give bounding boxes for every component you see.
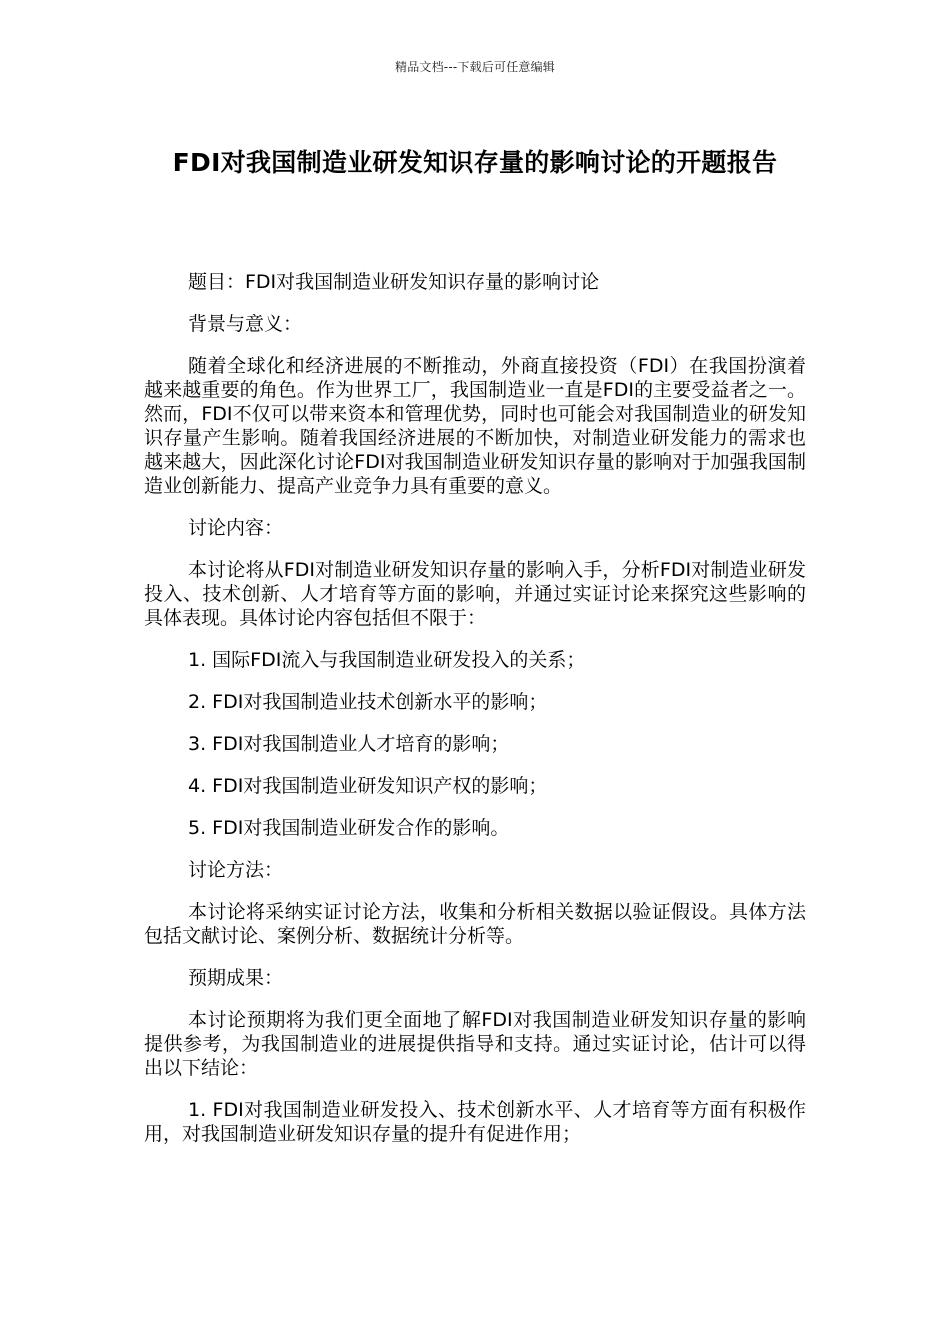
content-list-item: 5. FDI对我国制造业研发合作的影响。 (188, 817, 510, 839)
topic-paragraph: 题目：FDI对我国制造业研发知识存量的影响讨论 (188, 271, 600, 293)
document-body (144, 270, 806, 1164)
content-paragraph: 本讨论将从FDI对制造业研发知识存量的影响入手，分析FDI对制造业研发投入、技术创新、人才培育等方面的影响，并通过实证讨论来探究这些影响的具体表现。具体讨论内容包括但不限于： (144, 559, 806, 629)
method-paragraph: 本讨论将采纳实证讨论方法，收集和分析相关数据以验证假设。具体方法包括文献讨论、案例分析、数据统计分析等。 (144, 901, 806, 947)
outcome-heading: 预期成果： (188, 967, 284, 989)
outcome-paragraph: 本讨论预期将为我们更全面地了解FDI对我国制造业研发知识存量的影响提供参考，为我国制造业的进展提供指导和支持。通过实证讨论，估计可以得出以下结论： (144, 1009, 806, 1079)
content-list-item: 4. FDI对我国制造业研发知识产权的影响； (188, 775, 548, 797)
background-heading: 背景与意义： (188, 313, 303, 335)
content-heading: 讨论内容： (188, 517, 284, 539)
method-heading: 讨论方法： (188, 859, 284, 881)
content-list-item: 1. 国际FDI流入与我国制造业研发投入的关系； (188, 649, 586, 671)
content-list-item: 3. FDI对我国制造业人才培育的影响； (188, 733, 510, 755)
outcome-list-item: 1. FDI对我国制造业研发投入、技术创新水平、人才培育等方面有积极作用，对我国制造业研发知识存量的提升有促进作用； (144, 1099, 806, 1145)
background-paragraph: 随着全球化和经济进展的不断推动，外商直接投资（FDI）在我国扮演着越来越重要的角色。作为世界工厂，我国制造业一直是FDI的主要受益者之一。然而，FDI不仅可以带来资本和管理优势，同时也可能会对我国制造业的研发知识存量产生影响。随着我国经济进展的不断加快，对制造业研发能力的需求也越来越大，因此深化讨论FDI对我国制造业研发知识存量的影响对于加强我国制造业创新能力、提高产业竞争力具有重要的意义。 (144, 355, 806, 497)
header-note: 精品文档---下载后可任意编辑 (395, 60, 555, 74)
content-list-item: 2. FDI对我国制造业技术创新水平的影响； (188, 691, 548, 713)
document-title: FDI对我国制造业研发知识存量的影响讨论的开题报告 (172, 148, 778, 177)
